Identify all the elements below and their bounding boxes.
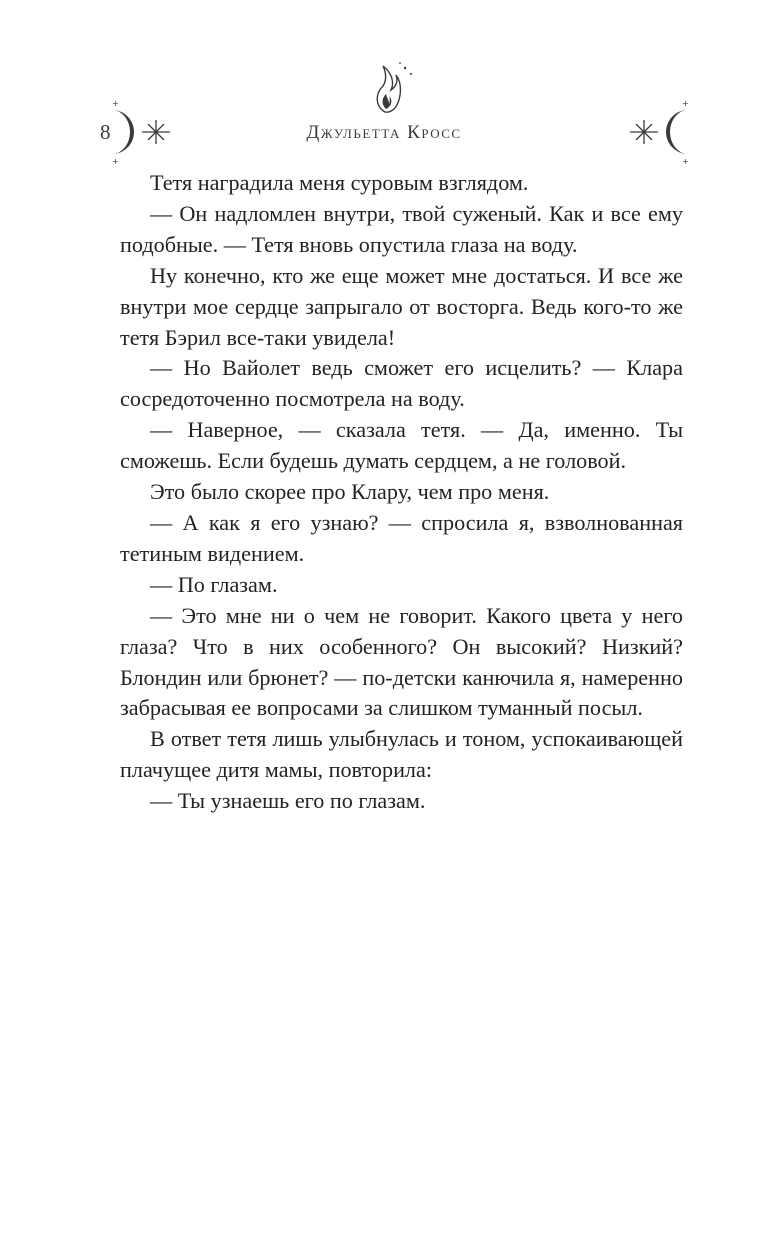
- page-header: [0, 0, 768, 175]
- paragraph: — Это мне ни о чем не говорит. Какого цвета у него глаза? Что в них особенного? Он высокий? Низкий? Блондин или брюнет? — по-детски канючила я, намеренно забрасывая ее вопросами за слишком туманный посыл.: [120, 602, 683, 721]
- body-text: [120, 168, 683, 817]
- svg-text:+: +: [112, 157, 119, 166]
- paragraph: — Наверное, — сказала тетя. — Да, именно. Ты сможешь. Если будешь думать сердцем, а не головой.: [120, 417, 683, 474]
- paragraph: — Но Вайолет ведь сможет его исцелить? — Клара сосредоточенно посмотрела на воду.: [120, 355, 683, 412]
- paragraph: — Ты узнаешь его по глазам.: [150, 788, 426, 814]
- svg-text:+: +: [682, 99, 689, 108]
- paragraph: Тетя наградила меня суровым взглядом.: [150, 170, 529, 195]
- paragraph: — Он надломлен внутри, твой суженый. Как и все ему подобные. — Тетя вновь опустила глаза на воду.: [120, 200, 683, 257]
- svg-text:+: +: [112, 99, 119, 108]
- page-number: 8: [100, 120, 111, 144]
- paragraph: Это было скорее про Клару, чем про меня.: [150, 479, 550, 505]
- moon-star-ornament-right: [620, 98, 702, 166]
- flame-icon: [369, 60, 419, 116]
- svg-text:+: +: [682, 157, 689, 166]
- paragraph: — А как я его узнаю? — спросила я, взволнованная тетиным видением.: [120, 509, 683, 566]
- running-head-author: Джульетта Кросс: [306, 122, 462, 143]
- paragraph: Ну конечно, кто же еще может мне достаться. И все же внутри мое сердце запрыгало от восторга. Ведь кого-то же тетя Бэрил все-таки увидела!: [120, 262, 683, 350]
- paragraph: — По глазам.: [150, 571, 278, 597]
- paragraph: В ответ тетя лишь улыбнулась и тоном, успокаивающей плачущее дитя мамы, повторила:: [120, 726, 683, 783]
